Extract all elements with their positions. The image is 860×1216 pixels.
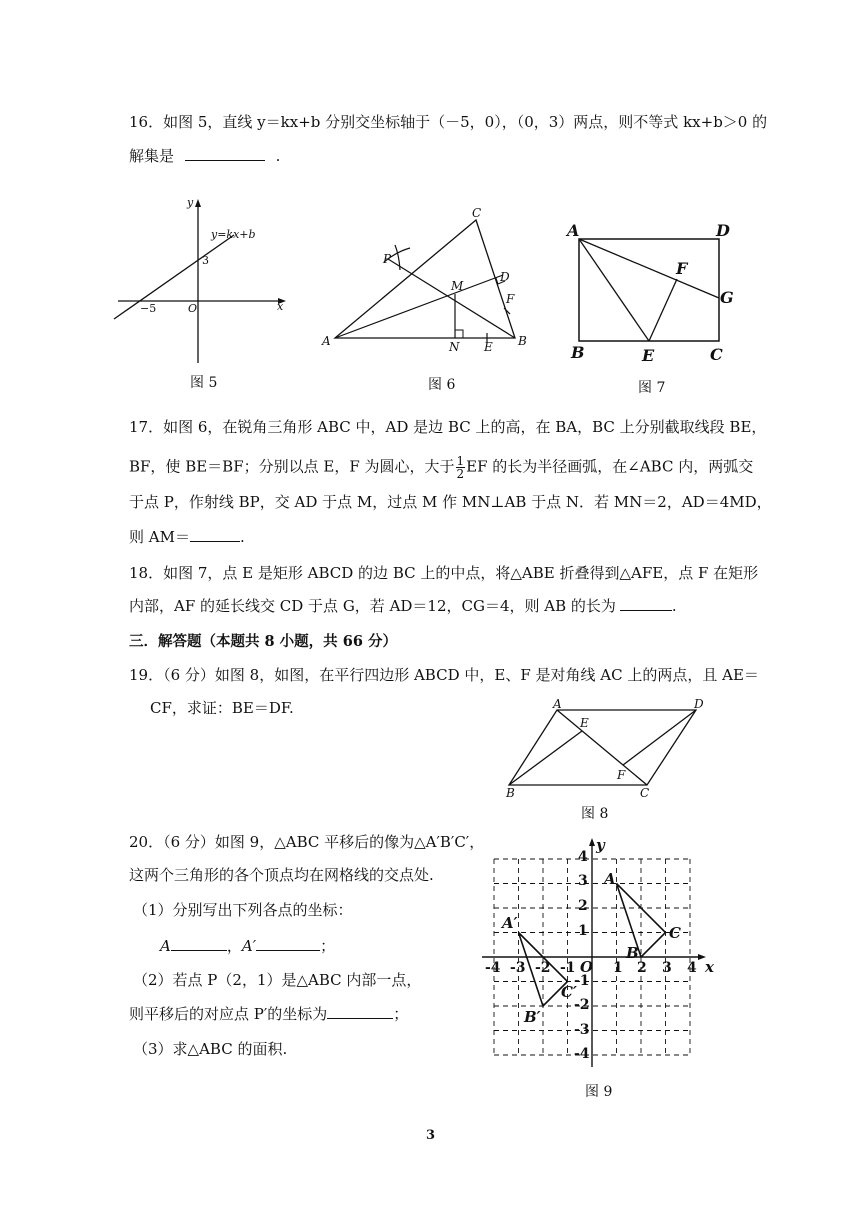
q20-line2: 这两个三角形的各个顶点均在网格线的交点处.	[129, 866, 434, 884]
fig7-label-F: F	[676, 259, 688, 278]
fig5-y-label: y	[187, 196, 194, 209]
fig6-label-P: P	[383, 252, 392, 266]
fig9-ytick-1: 1	[578, 923, 588, 939]
q16-line2	[129, 146, 280, 166]
q17-line1: 17．如图 6，在锐角三角形 ABC 中，AD 是边 BC 上的高，在 BA，BC 上分别截取线段 BE，	[129, 418, 767, 436]
q20-line4-comma: ，	[226, 937, 242, 955]
q20-line4-a: A	[160, 937, 171, 955]
q20-line4-b: A′	[241, 937, 257, 955]
fig8-label-E: E	[580, 716, 589, 730]
fig6-caption: 图 6	[428, 377, 456, 393]
q16-line2-prefix: 解集是	[129, 147, 175, 165]
fig5-tick-3: 3	[202, 254, 209, 267]
fig8-label-F: F	[617, 768, 626, 782]
fig9-xtick-minus3: -3	[510, 960, 526, 976]
fig9-caption: 图 9	[585, 1084, 613, 1100]
figure-9-grid	[480, 835, 720, 1070]
section-3-heading: 三．解答题（本题共 8 小题，共 66 分）	[129, 633, 397, 650]
figure-5	[110, 195, 290, 370]
q17-line2	[129, 455, 753, 480]
q20-line4-semi: ；	[320, 937, 336, 955]
fig5-caption: 图 5	[190, 375, 218, 391]
fig6-label-A: A	[322, 334, 331, 348]
fig9-ytick-3: 3	[578, 873, 588, 889]
fig9-xtick-4: 4	[687, 960, 697, 976]
fig6-label-F: F	[506, 292, 515, 306]
fig9-xtick-3: 3	[662, 960, 672, 976]
q16-line1: 16．如图 5，直线 y＝kx+b 分别交坐标轴于（－5，0），（0，3）两点，则不等式 kx+b＞0 的	[129, 113, 768, 131]
fig9-ytick-minus2: -2	[574, 997, 590, 1013]
q17-line2-a: BF，使 BE＝BF；分别以点 E，F 为圆心，大于	[129, 457, 455, 476]
q20-answer-P-prime[interactable]	[327, 1004, 393, 1019]
fig9-ytick-minus1: -1	[574, 973, 590, 989]
fig9-xtick-2: 2	[637, 960, 647, 976]
q18-answer-blank[interactable]	[620, 596, 672, 611]
q20-line4	[160, 936, 335, 956]
fig7-label-A: A	[567, 221, 580, 240]
fig7-label-C: C	[710, 345, 723, 364]
fig8-label-A: A	[553, 697, 562, 711]
fig9-label-C: C	[669, 924, 681, 942]
fig9-xtick-minus2: -2	[535, 960, 551, 976]
fig7-label-D: D	[716, 221, 730, 240]
q20-answer-A-prime[interactable]	[256, 936, 320, 951]
fig9-label-B: B	[626, 944, 639, 962]
q17-frac-den: 2	[456, 467, 465, 481]
q19-line1: 19．（6 分）如图 8，如图，在平行四边形 ABCD 中，E、F 是对角线 AC 上的两点，且 AE＝	[129, 666, 759, 684]
fig7-label-E: E	[642, 346, 655, 365]
q20-line3: （1）分别写出下列各点的坐标：	[133, 901, 353, 919]
fig9-label-B-prime: B′	[524, 1008, 541, 1026]
fig5-origin: O	[188, 302, 198, 315]
q17-line2-b: EF 的长为半径画弧，在∠ABC 内，两弧交	[466, 457, 754, 476]
fig9-origin: O	[580, 958, 594, 976]
fig9-ytick-2: 2	[578, 898, 588, 914]
q20-line1: 20．（6 分）如图 9，△ABC 平移后的像为△A′B′C′，	[129, 833, 485, 851]
q18-line2-prefix: 内部，AF 的延长线交 CD 于点 G，若 AD＝12，CG＝4，则 AB 的长为	[129, 597, 616, 615]
q17-line4-prefix: 则 AM＝	[129, 528, 190, 546]
q20-line7: （3）求△ABC 的面积.	[133, 1040, 288, 1058]
figure-7	[575, 235, 725, 345]
q17-line3: 于点 P，作射线 BP，交 AD 于点 M，过点 M 作 MN⊥AB 于点 N．若 MN＝2，AD＝4MD，	[129, 493, 772, 511]
fig5-tick-minus5: −5	[140, 302, 157, 315]
q17-line4	[129, 527, 245, 547]
fig9-xtick-1: 1	[613, 960, 623, 976]
figure-8	[505, 705, 715, 790]
fig9-ytick-minus4: -4	[574, 1046, 590, 1062]
q20-line6-prefix: 则平移后的对应点 P′的坐标为	[129, 1005, 328, 1023]
fig7-label-B: B	[571, 343, 585, 362]
q17-answer-blank[interactable]	[190, 527, 240, 542]
fig8-label-D: D	[694, 697, 704, 711]
fig9-xtick-minus4: -4	[485, 960, 501, 976]
q20-line6-suffix: ；	[393, 1005, 409, 1023]
fig6-label-D: D	[500, 270, 510, 284]
q17-line4-suffix: .	[239, 528, 245, 546]
fig6-label-B: B	[518, 334, 527, 348]
fig5-x-label: x	[277, 300, 284, 313]
fig6-label-M: M	[451, 279, 464, 293]
q18-line2	[129, 596, 677, 616]
fig9-ytick-4: 4	[578, 849, 588, 865]
fig9-label-A: A	[604, 870, 616, 888]
q20-line6	[129, 1004, 408, 1024]
fig8-caption: 图 8	[581, 806, 609, 822]
page-number: 3	[426, 1128, 436, 1143]
fig6-label-N: N	[449, 340, 460, 354]
fig9-y-label: y	[596, 836, 605, 854]
q16-answer-blank[interactable]	[185, 146, 265, 161]
fig8-label-B: B	[506, 786, 515, 800]
fig8-label-C: C	[640, 786, 650, 800]
fig9-label-A-prime: A′	[502, 914, 518, 932]
q19-line2: CF，求证：BE＝DF.	[150, 699, 294, 717]
fig6-label-E: E	[484, 340, 493, 354]
q16-line2-suffix: .	[275, 147, 281, 165]
fig7-label-G: G	[720, 288, 734, 307]
fig5-equation: y=kx+b	[211, 228, 256, 241]
q20-answer-A[interactable]	[171, 936, 227, 951]
q17-fraction	[456, 455, 466, 480]
q18-line1: 18．如图 7，点 E 是矩形 ABCD 的边 BC 上的中点，将△ABE 折叠得到△AFE，点 F 在矩形	[129, 564, 759, 582]
fig9-x-label: x	[705, 958, 714, 976]
q20-line5: （2）若点 P（2，1）是△ABC 内部一点，	[133, 971, 422, 989]
fig7-caption: 图 7	[638, 380, 666, 396]
q17-frac-num: 1	[456, 454, 465, 468]
fig9-ytick-minus3: -3	[574, 1022, 590, 1038]
fig9-xtick-minus1: -1	[560, 960, 576, 976]
fig6-label-C: C	[472, 206, 482, 220]
fig9-label-C-prime: C′	[561, 983, 577, 1001]
q18-line2-suffix: .	[671, 597, 677, 615]
